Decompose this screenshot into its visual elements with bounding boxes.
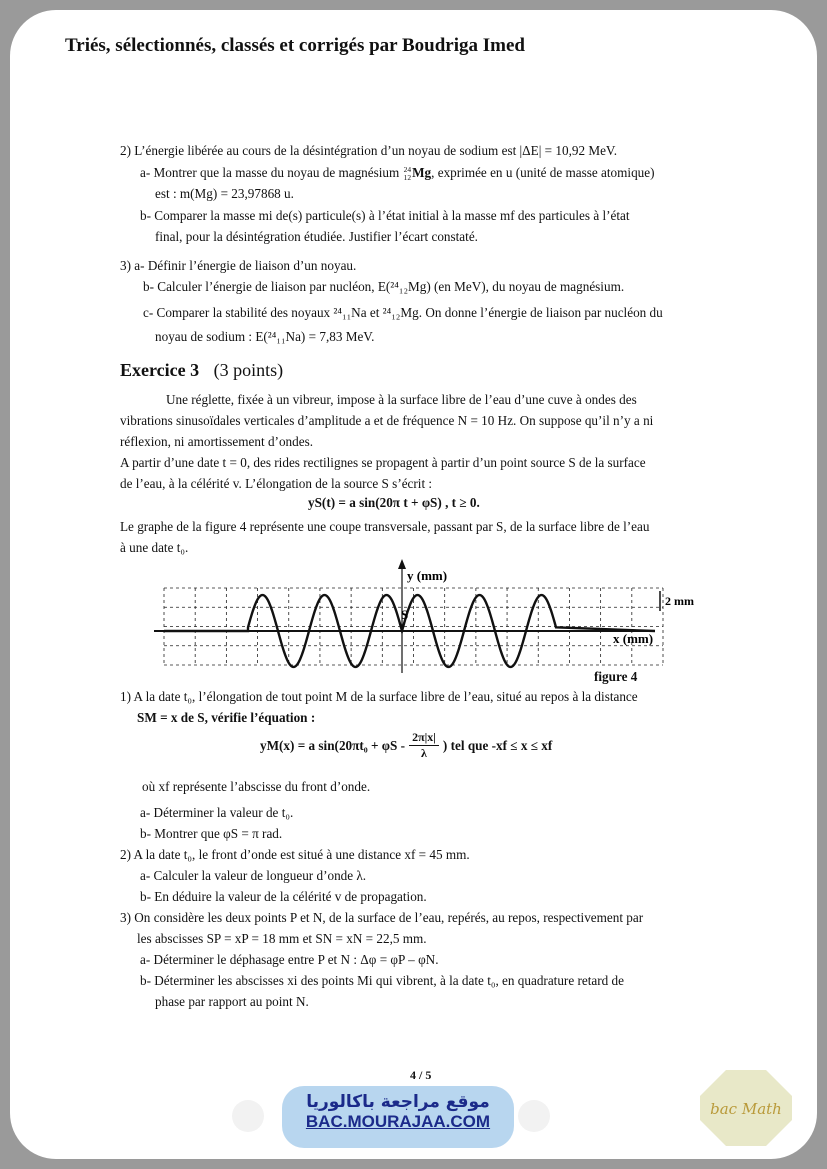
q2-a-line1 bbox=[140, 162, 655, 183]
source-label: S bbox=[401, 607, 409, 622]
bacmath-logo bbox=[698, 1068, 794, 1148]
part2-b: b- En déduire la valeur de la célérité v de propagation. bbox=[140, 889, 427, 904]
site-name-arabic: موقع مراجعة باكالوريا bbox=[306, 1092, 490, 1112]
intro-line6: Le graphe de la figure 4 représente une coupe transversale, passant par S, de la surface libre de l’eau bbox=[120, 519, 650, 534]
site-url-link[interactable]: BAC.MOURAJAA.COM bbox=[305, 1112, 491, 1131]
part1-a: a- Déterminer la valeur de t₀. bbox=[140, 805, 294, 820]
equation-right: ) tel que -xf ≤ x ≤ xf bbox=[442, 737, 553, 753]
equation-left: yM(x) = a sin(20πt₀ + φS - bbox=[260, 737, 406, 753]
exercise-title bbox=[120, 360, 283, 381]
part2-line1: 2) A la date t₀, le front d’onde est situé à une distance xf = 45 mm. bbox=[120, 847, 470, 862]
part3-line2: les abscisses SP = xP = 18 mm et SN = xN = 22,5 mm. bbox=[137, 931, 427, 946]
part3-a: a- Déterminer le déphasage entre P et N : Δφ = φP – φN. bbox=[140, 952, 439, 967]
part3-line1: 3) On considère les deux points P et N, de la surface de l’eau, repérés, au repos, respectivement par bbox=[120, 910, 644, 925]
exercise-points: (3 points) bbox=[213, 360, 284, 380]
part2-a: a- Calculer la valeur de longueur d’onde λ. bbox=[140, 868, 367, 883]
intro-line7: à une date t₀. bbox=[120, 540, 189, 555]
document-page bbox=[10, 10, 817, 1159]
exercise-name: Exercice 3 bbox=[120, 360, 200, 380]
q3-c-line1: c- Comparer la stabilité des noyaux ²⁴₁₁Na et ²⁴₁₂Mg. On donne l’énergie de liaison par nucléon du bbox=[143, 305, 663, 320]
q2-b-line1: b- Comparer la masse mi de(s) particule(s) à l’état initial à la masse mf des particules à l’état bbox=[140, 208, 630, 223]
part3-b-line2: phase par rapport au point N. bbox=[155, 994, 309, 1009]
q2-b-line2: final, pour la désintégration étudiée. Justifier l’écart constaté. bbox=[155, 229, 478, 244]
fraction-numerator: 2π|x| bbox=[409, 730, 439, 746]
q2-a-rest: , exprimée en u (unité de masse atomique) bbox=[431, 165, 655, 180]
part1-line3: où xf représente l’abscisse du front d’onde. bbox=[142, 779, 371, 794]
fraction-denominator: λ bbox=[421, 746, 427, 760]
part3-b-line1: b- Déterminer les abscisses xi des points Mi qui vibrent, à la date t₀, en quadrature retard de bbox=[140, 973, 624, 988]
site-banner[interactable] bbox=[282, 1086, 514, 1148]
source-equation: yS(t) = a sin(20π t + φS) , t ≥ 0. bbox=[308, 495, 480, 510]
q3-b: b- Calculer l’énergie de liaison par nucléon, E(²⁴₁₂Mg) (en MeV), du noyau de magnésium. bbox=[143, 279, 625, 294]
intro-line1: Une réglette, fixée à un vibreur, impose à la surface libre de l’eau d’une cuve à ondes des bbox=[166, 392, 637, 407]
equation-fraction bbox=[409, 730, 439, 761]
intro-line2: vibrations sinusoïdales verticales d’amplitude a et de fréquence N = 10 Hz. On suppose qu’il n’y a ni bbox=[120, 413, 654, 428]
intro-line4: A partir d’une date t = 0, des rides rectilignes se propagent à partir d’un point source S de la surface bbox=[120, 455, 646, 470]
logo-text: bac Math bbox=[710, 1100, 782, 1118]
part1-line1: 1) A la date t₀, l’élongation de tout point M de la surface libre de l’eau, situé au repos à la distance bbox=[120, 689, 638, 704]
mg-symbol: Mg bbox=[412, 165, 432, 180]
scale-label: 2 mm bbox=[665, 594, 694, 608]
site-logo-left-icon bbox=[232, 1100, 264, 1132]
elongation-equation bbox=[260, 730, 552, 761]
x-axis-label: x (mm) bbox=[613, 631, 654, 646]
intro-line5: de l’eau, à la célérité v. L’élongation de la source S s’écrit : bbox=[120, 476, 433, 491]
site-logo-right-icon bbox=[518, 1100, 550, 1132]
q3-c-line2: noyau de sodium : E(²⁴₁₁Na) = 7,83 MeV. bbox=[155, 329, 375, 344]
intro-line3: réflexion, ni amortissement d’ondes. bbox=[120, 434, 314, 449]
page-header: Triés, sélectionnés, classés et corrigés par Boudriga Imed bbox=[65, 35, 525, 56]
y-axis-arrow-icon bbox=[398, 559, 406, 569]
mg-isotope: 24 12 bbox=[403, 164, 412, 182]
figure-caption: figure 4 bbox=[594, 669, 638, 684]
q2-a-text: a- Montrer que la masse du noyau de magnésium bbox=[140, 165, 403, 180]
part1-line2: SM = x de S, vérifie l’équation : bbox=[137, 710, 316, 725]
q3-a: 3) a- Définir l’énergie de liaison d’un noyau. bbox=[120, 258, 357, 273]
page-number: 4 / 5 bbox=[410, 1068, 432, 1082]
q2-intro: 2) L’énergie libérée au cours de la désintégration d’un noyau de sodium est |ΔE| = 10,92 MeV. bbox=[120, 143, 618, 158]
q2-a-line2: est : m(Mg) = 23,97868 u. bbox=[155, 186, 294, 201]
y-axis-label: y (mm) bbox=[407, 568, 448, 583]
part1-b: b- Montrer que φS = π rad. bbox=[140, 826, 283, 841]
